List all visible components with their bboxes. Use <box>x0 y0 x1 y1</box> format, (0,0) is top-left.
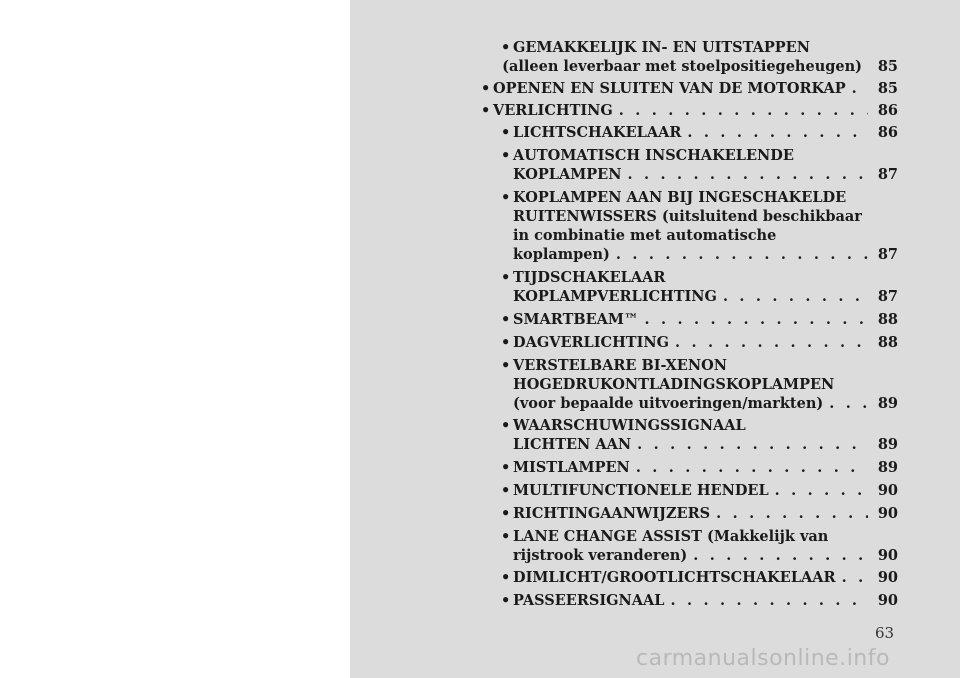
toc-entry-title: WAARSCHUWINGSSIGNAAL <box>513 417 746 434</box>
toc-entry-title: GEMAKKELIJK IN- EN UITSTAPPEN <box>513 39 810 56</box>
toc-entry-title: MULTIFUNCTIONELE HENDEL <box>513 482 769 499</box>
toc-entry-page: 86 <box>877 124 898 141</box>
toc-entry-page: 87 <box>877 288 898 305</box>
toc-entry[interactable]: • OPENEN EN SLUITEN VAN DE MOTORKAP . . . 85 <box>481 79 898 98</box>
toc-entry-page: 87 <box>877 166 898 183</box>
toc-entry[interactable]: • RICHTINGAANWIJZERS . . . 90 <box>501 504 898 523</box>
toc-entry-title: KOPLAMPEN AAN BIJ INGESCHAKELDE <box>513 189 847 206</box>
toc-entry-page: 85 <box>877 80 898 97</box>
toc-entry-title: (voor bepaalde uitvoeringen/markten) <box>513 395 824 412</box>
dot-leader <box>670 591 868 610</box>
toc-entry[interactable]: • DAGVERLICHTING . . . 88 <box>501 333 898 352</box>
toc-entry-title: rijstrook veranderen) <box>513 547 688 564</box>
toc-entry[interactable]: • VERSTELBARE BI-XENON HOGEDRUKONTLADINGSKOPLAMPEN (voor bepaalde uitvoeringen/markten) . . . 89 <box>501 356 898 413</box>
dot-leader <box>616 245 868 264</box>
toc-entry-page: 89 <box>877 459 898 476</box>
toc-entry-title: (alleen leverbaar met stoelpositiegeheugen) <box>502 58 862 75</box>
dot-leader <box>716 504 868 523</box>
toc-entry-title: RUITENWISSERS (uitsluitend beschikbaar <box>513 208 862 225</box>
toc-entry[interactable]: • MULTIFUNCTIONELE HENDEL . . . 90 <box>501 481 898 500</box>
toc-entry-title: KOPLAMPEN <box>513 166 622 183</box>
toc-entry[interactable]: • WAARSCHUWINGSSIGNAAL LICHTEN AAN . . . 89 <box>501 416 898 454</box>
toc-entry-title: VERSTELBARE BI-XENON <box>513 357 727 374</box>
dot-leader <box>619 101 868 120</box>
toc-entry-page: 88 <box>877 311 898 328</box>
dot-leader <box>775 481 868 500</box>
dot-leader <box>842 568 868 587</box>
toc-entry-page: 90 <box>877 592 898 609</box>
dot-leader <box>644 310 868 329</box>
page-number: 63 <box>875 624 895 642</box>
toc-entry-title: koplampen) <box>513 246 610 263</box>
toc-entry-title: VERLICHTING <box>493 102 613 119</box>
toc-entry-page: 86 <box>877 102 898 119</box>
toc-entry-title: SMARTBEAM™ <box>513 311 639 328</box>
toc-entry-title: PASSEERSIGNAAL <box>513 592 665 609</box>
toc-entry-page: 90 <box>877 505 898 522</box>
toc-entry-title: RICHTINGAANWIJZERS <box>513 505 711 522</box>
toc-entry-title: OPENEN EN SLUITEN VAN DE MOTORKAP <box>493 80 846 97</box>
toc-entry-title: in combinatie met automatische <box>513 227 777 244</box>
toc-entry-page: 90 <box>877 569 898 586</box>
toc-entry-title: AUTOMATISCH INSCHAKELENDE <box>513 147 794 164</box>
toc-entry-title: TIJDSCHAKELAAR <box>513 269 666 286</box>
dot-leader <box>852 79 868 98</box>
toc-entry-page: 87 <box>877 246 898 263</box>
toc-entry-page: 85 <box>877 58 898 75</box>
toc-entry-title: MISTLAMPEN <box>513 459 630 476</box>
toc-entry-title: LANE CHANGE ASSIST (Makkelijk van <box>513 528 829 545</box>
toc-entry-page: 88 <box>877 334 898 351</box>
toc-entry[interactable]: • MISTLAMPEN . . . 89 <box>501 458 898 477</box>
dot-leader <box>636 458 868 477</box>
toc-entry-page: 89 <box>877 395 898 412</box>
toc-entry-title: DAGVERLICHTING <box>513 334 669 351</box>
toc-entry-title: DIMLICHT/GROOTLICHTSCHAKELAAR <box>513 569 836 586</box>
dot-leader <box>637 435 868 454</box>
toc-entry[interactable]: • GEMAKKELIJK IN- EN UITSTAPPEN (alleen leverbaar met stoelpositiegeheugen) 85 <box>501 39 898 75</box>
toc-entry-page: 90 <box>877 547 898 564</box>
dot-leader <box>627 165 868 184</box>
toc-entry[interactable]: • KOPLAMPEN AAN BIJ INGESCHAKELDE RUITENWISSERS (uitsluitend beschikbaar in combinatie met automatische koplampen) . . . 87 <box>501 188 898 264</box>
toc-entry-title: KOPLAMPVERLICHTING <box>513 288 717 305</box>
toc-entry[interactable]: • DIMLICHT/GROOTLICHTSCHAKELAAR . . . 90 <box>501 568 898 587</box>
toc-entry-page: 89 <box>877 436 898 453</box>
dot-leader <box>687 123 868 142</box>
dot-leader <box>675 333 868 352</box>
dot-leader <box>829 394 868 413</box>
toc-entry[interactable]: • SMARTBEAM™ . . . 88 <box>501 310 898 329</box>
toc-entry[interactable]: • VERLICHTING . . . 86 <box>481 101 898 120</box>
toc-entry-title: LICHTSCHAKELAAR <box>513 124 682 141</box>
toc-entry[interactable]: • TIJDSCHAKELAAR KOPLAMPVERLICHTING . . . 87 <box>501 268 898 306</box>
toc-entry-title: LICHTEN AAN <box>513 436 632 453</box>
dot-leader <box>693 546 868 565</box>
toc-entry[interactable]: • LANE CHANGE ASSIST (Makkelijk van rijstrook veranderen) . . . 90 <box>501 527 898 565</box>
toc-entry[interactable]: • PASSEERSIGNAAL . . . 90 <box>501 591 898 610</box>
watermark: carmanualsonline.info <box>636 646 890 671</box>
toc-entry-title: HOGEDRUKONTLADINGSKOPLAMPEN <box>513 376 835 393</box>
toc-entry[interactable]: • AUTOMATISCH INSCHAKELENDE KOPLAMPEN . . . 87 <box>501 146 898 184</box>
dot-leader <box>723 287 868 306</box>
toc-entry[interactable]: • LICHTSCHAKELAAR . . . 86 <box>501 123 898 142</box>
toc-entry-page: 90 <box>877 482 898 499</box>
